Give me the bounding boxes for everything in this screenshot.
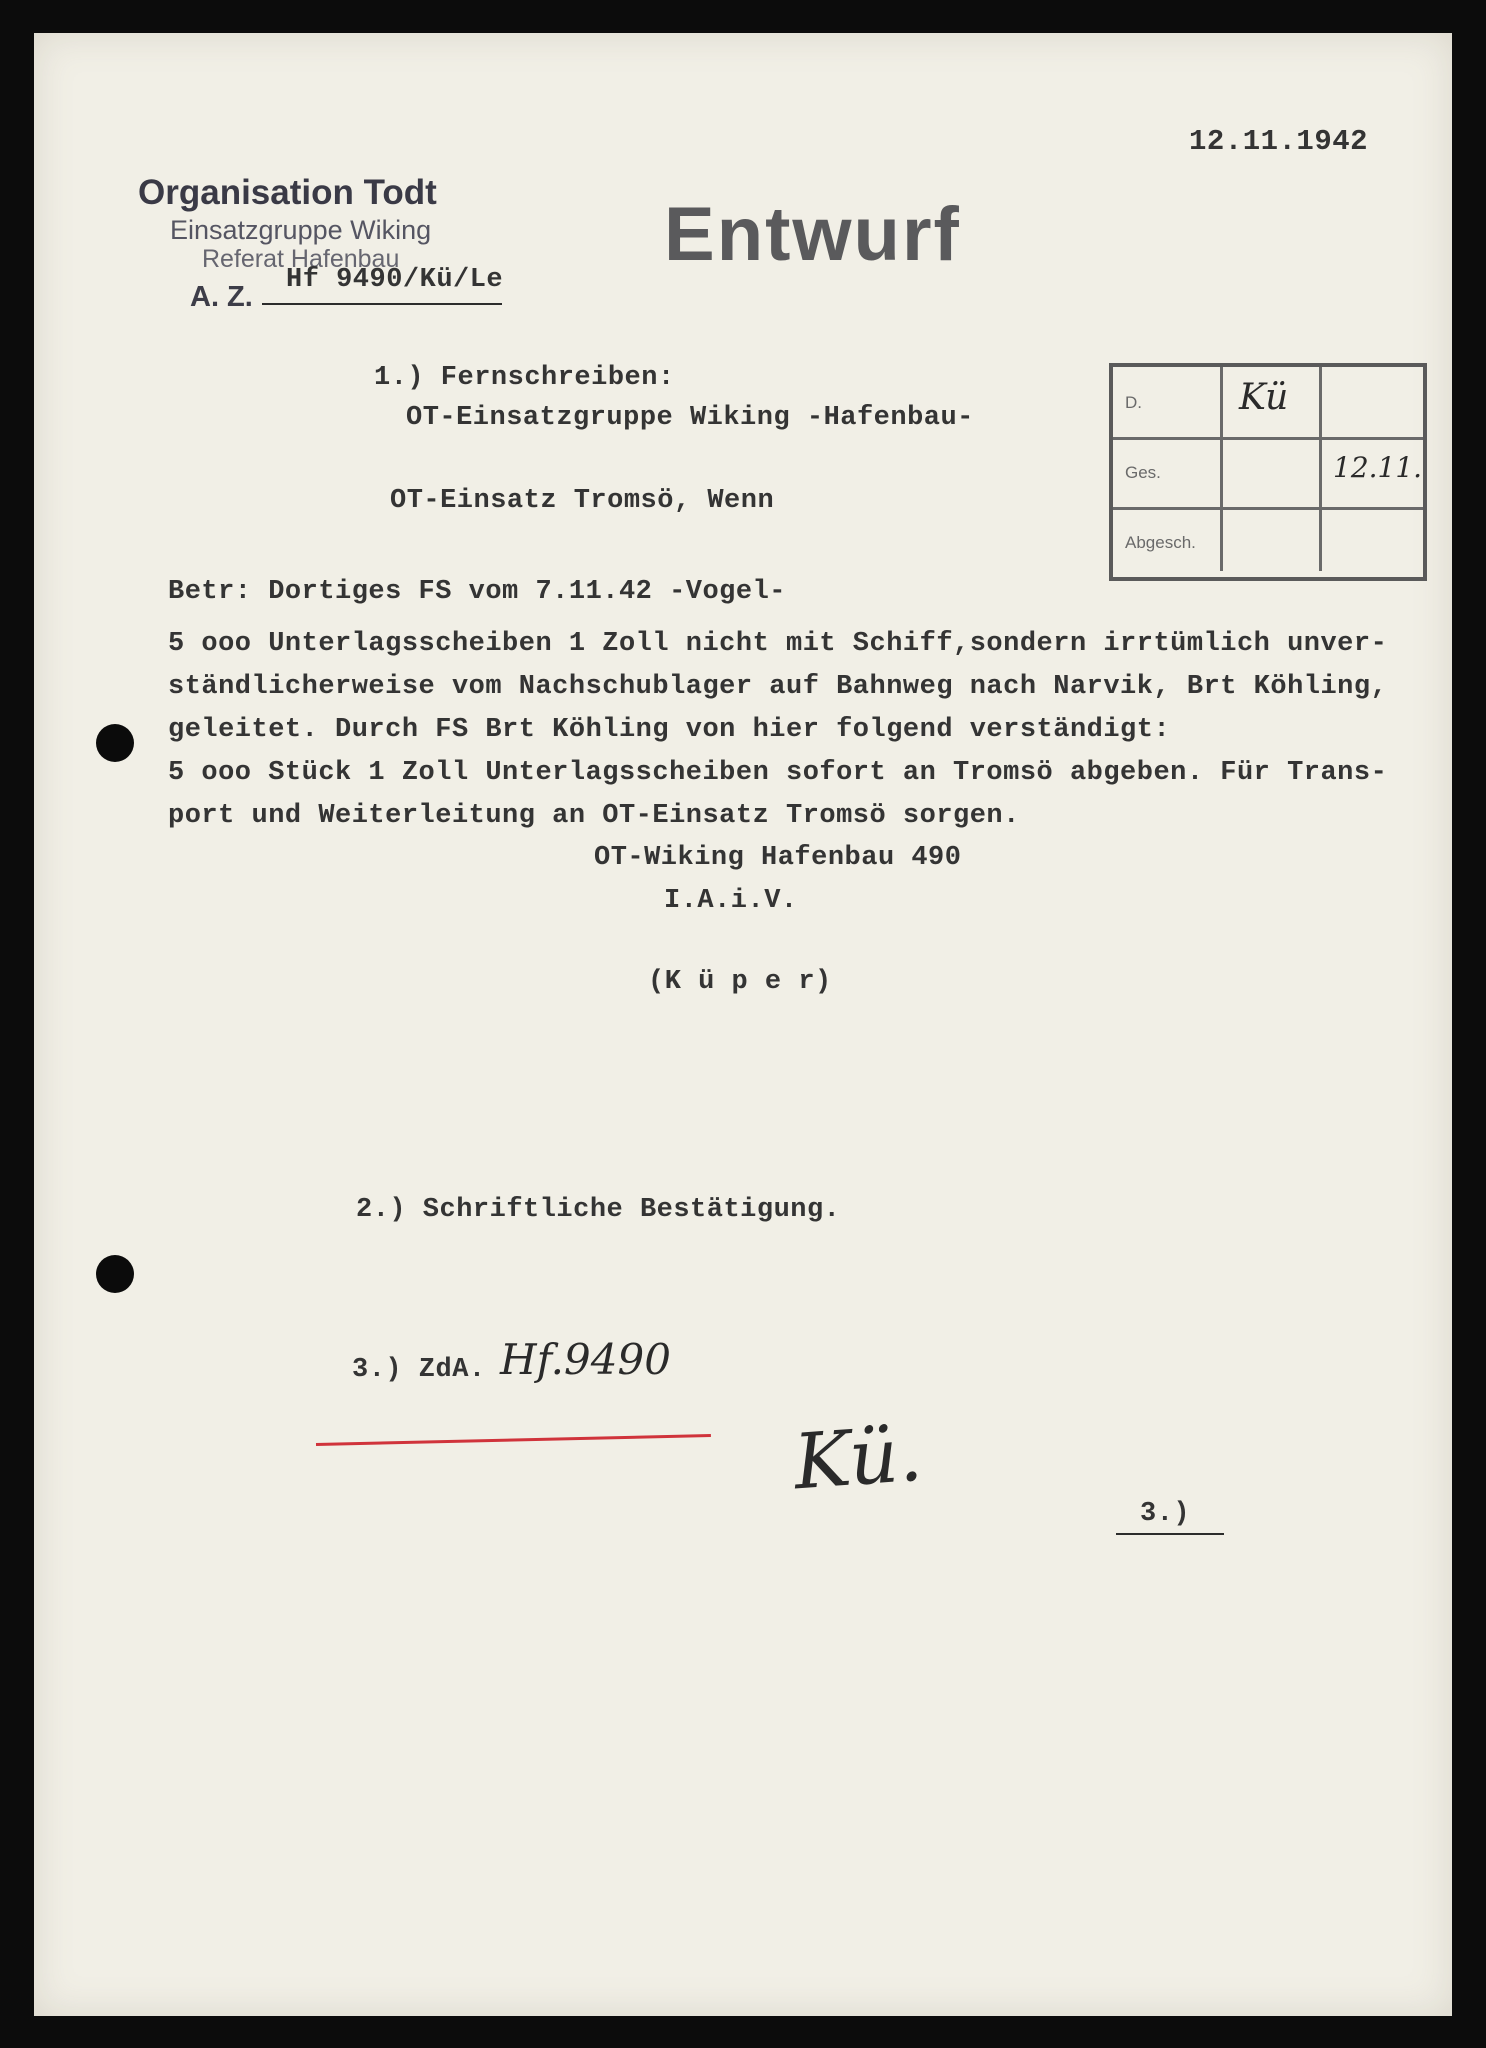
routing-stamp xyxy=(1109,363,1427,581)
body-line-1: 5 ooo Unterlagsscheiben 1 Zoll nicht mit Schiff,sondern irrtümlich unver- xyxy=(168,629,1388,659)
item1-heading: 1.) Fernschreiben: xyxy=(374,363,675,393)
letterhead-group: Einsatzgruppe Wiking xyxy=(170,215,432,245)
az-label: A. Z. xyxy=(190,281,253,313)
item3-file-number: Hf.9490 xyxy=(500,1335,671,1384)
letterhead-org: Organisation Todt xyxy=(138,173,437,212)
body-line-2: ständlicherweise vom Nachschublager auf Bahnweg nach Narvik, Brt Köhling, xyxy=(168,672,1388,702)
az-underline xyxy=(262,303,502,305)
punch-hole-top xyxy=(96,724,134,762)
body-line-3: geleitet. Durch FS Brt Köhling von hier folgend verständigt: xyxy=(168,715,1171,745)
document-date: 12.11.1942 xyxy=(1189,125,1369,158)
signature-name: (K ü p e r) xyxy=(648,967,832,997)
routing-label-2: Ges. xyxy=(1113,437,1223,507)
az-value: Hf 9490/Kü/Le xyxy=(286,265,504,295)
initials-signature: Kü. xyxy=(791,1408,926,1507)
red-underline xyxy=(316,1434,711,1446)
item3-label: 3.) ZdA. xyxy=(352,1355,486,1385)
body-line-4: 5 ooo Stück 1 Zoll Unterlagsscheiben sofort an Tromsö abgeben. Für Trans- xyxy=(168,758,1388,788)
routing-row-2 xyxy=(1113,437,1423,510)
document-page xyxy=(34,33,1452,2016)
punch-hole-bottom xyxy=(96,1255,134,1293)
routing-hand-1: Kü xyxy=(1239,377,1289,418)
item1-subject: Betr: Dortiges FS vom 7.11.42 -Vogel- xyxy=(168,577,786,607)
routing-label-1: D. xyxy=(1113,367,1223,437)
routing-label-3: Abgesch. xyxy=(1113,507,1223,571)
routing-hand-2: 12.11. xyxy=(1333,451,1423,484)
item2-text: 2.) Schriftliche Bestätigung. xyxy=(356,1195,841,1225)
signature-unit: OT-Wiking Hafenbau 490 xyxy=(594,843,962,873)
footer-mark: 3.) xyxy=(1140,1499,1191,1529)
letterhead-dept: Referat Hafenbau xyxy=(202,245,400,273)
routing-row-1 xyxy=(1113,367,1423,440)
signature-iaiv: I.A.i.V. xyxy=(664,886,798,916)
item1-recipient-2: OT-Einsatz Tromsö, Wenn xyxy=(390,486,775,516)
body-line-5: port und Weiterleitung an OT-Einsatz Tromsö sorgen. xyxy=(168,801,1020,831)
footer-mark-underline xyxy=(1116,1533,1224,1535)
draft-stamp: Entwurf xyxy=(664,192,961,277)
routing-row-3 xyxy=(1113,507,1423,571)
item1-recipient-1: OT-Einsatzgruppe Wiking -Hafenbau- xyxy=(406,403,974,433)
